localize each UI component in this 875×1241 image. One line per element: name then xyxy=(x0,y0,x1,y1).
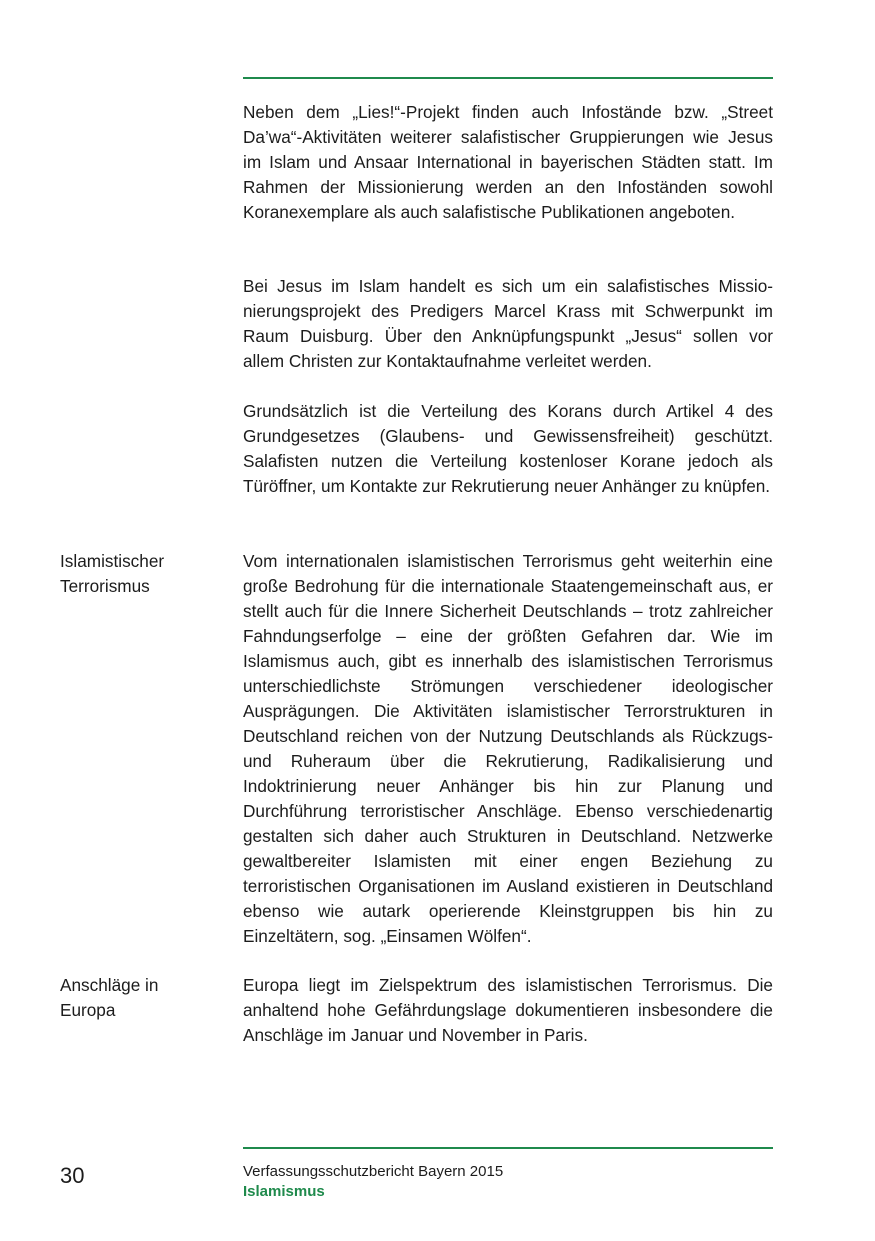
paragraph-anschlaege-europa xyxy=(243,973,773,1048)
paragraph-text: Bei Jesus im Islam handelt es sich um ein salafistisches Missionierungsprojekt des Predigers Marcel Krass mit Schwerpunkt im Raum Duisburg. Über den Anknüpfungspunkt „Jesus“ sollen vor allem Christen zur Kontaktaufnahme verleitet werden. xyxy=(243,276,773,371)
paragraph-text: Grundsätzlich ist die Verteilung des Korans durch Artikel 4 des Grundgesetzes (Glaubens- und Gewissensfreiheit) geschützt. Salafisten nutzen die Verteilung kostenloser Korane jedoch als Türöffner, um Kontakte zur Rekrutierung neuer Anhänger zu knüpfen. xyxy=(243,401,773,496)
paragraph-street-dawa xyxy=(243,100,773,225)
paragraph-text: Vom internationalen islamistischen Terrorismus geht weiterhin eine große Bedrohung für die internationale Staatengemeinschaft aus, er stellt auch für die Innere Sicherheit Deutschlands – trotz zahlreicher Fahndungserfolge – eine der größten Gefahren dar. Wie im Islamismus auch, gibt es innerhalb des islamistischen Terrorismus unterschiedlichste Strömungen verschiedener ideologischer Ausprägungen. Die Aktivitäten islamistischer Terrorstrukturen in Deutschland reichen von der Nutzung Deutschlands als Rückzugs- und Ruheraum über die Rekrutierung, Radikalisierung und Indoktrinierung neuer Anhänger bis hin zur Planung und Durchführung terroristischer Anschläge. Ebenso verschiedenartig gestalten sich daher auch Strukturen in Deutschland. Netzwerke gewaltbereiter Islamisten mit einer engen Beziehung zu terroristischen Organisationen im Ausland existieren in Deutschland ebenso wie autark operierende Kleinstgruppen bis hin zu Einzeltätern, sog. „Einsamen Wölfen“. xyxy=(243,551,773,946)
top-rule xyxy=(243,77,773,79)
paragraph-terrorismus xyxy=(243,549,773,949)
side-heading-anschlaege xyxy=(60,973,230,1023)
report-title: Verfassungsschutzbericht Bayern 2015 xyxy=(243,1163,504,1180)
side-heading-terrorismus xyxy=(60,549,230,599)
footer-rule xyxy=(243,1147,773,1149)
side-heading-line: Anschläge in xyxy=(60,975,159,995)
paragraph-jesus-im-islam xyxy=(243,274,773,374)
side-heading-line: Terrorismus xyxy=(60,576,150,596)
paragraph-text: Europa liegt im Zielspektrum des islamistischen Terrorismus. Die anhaltend hohe Gefährdungslage dokumentieren insbesondere die Anschläge im Januar und November in Paris. xyxy=(243,975,773,1045)
side-heading-line: Islamistischer xyxy=(60,551,165,571)
page-number: 30 xyxy=(60,1163,85,1188)
paragraph-text: Neben dem „Lies!“-Projekt finden auch Infostände bzw. „Street Da’wa“-Aktivitäten weiterer salafistischer Gruppierungen wie Jesus im Islam und Ansaar International in bayerischen Städten statt. Im Rahmen der Missionierung werden an den Infoständen sowohl Koranexemplare als auch salafistische Publikationen angeboten. xyxy=(243,102,773,222)
section-name: Islamismus xyxy=(243,1183,325,1200)
paragraph-koran-verteilung xyxy=(243,399,773,499)
running-footer xyxy=(243,1162,503,1202)
side-heading-line: Europa xyxy=(60,1000,116,1020)
